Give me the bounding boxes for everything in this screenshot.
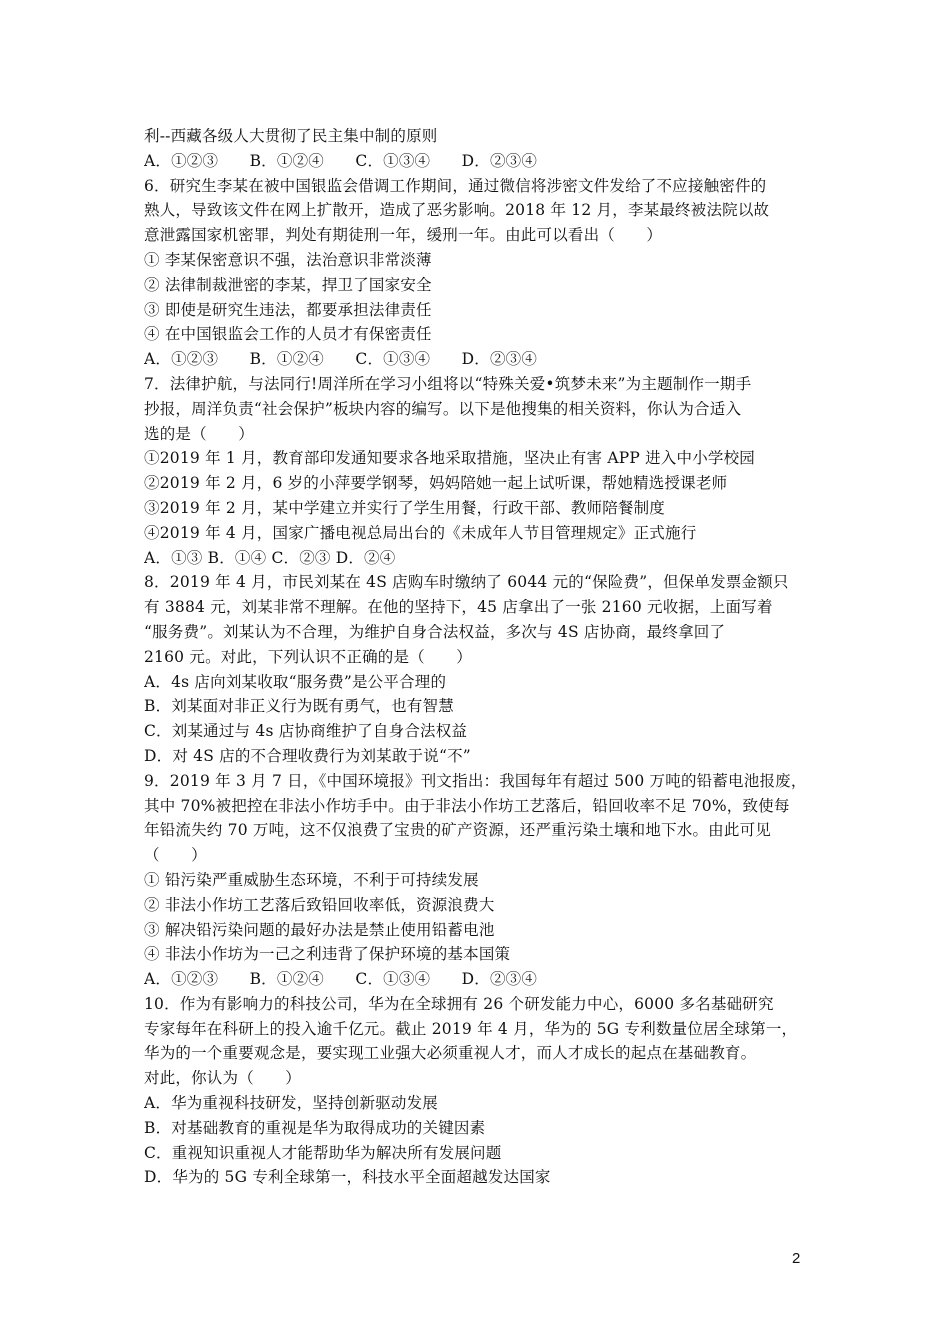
question-9-stem: （ ）: [144, 846, 207, 865]
question-9-stem: 9．2019 年 3 月 7 日，《中国环境报》刊文指出：我国每年有超过 500 万吨的铅蓄电池报废，: [144, 771, 807, 790]
question-7-statement: ④2019 年 4 月，国家广播电视总局出台的《未成年人节目管理规定》正式施行: [144, 523, 697, 542]
question-6-stem: 意泄露国家机密罪，判处有期徒刑一年，缓刑一年。由此可以看出（ ）: [144, 226, 663, 245]
question-10-option-d: D．华为的 5G 专利全球第一，科技水平全面超越发达国家: [144, 1168, 551, 1187]
question-7-statement: ①2019 年 1 月，教育部印发通知要求各地采取措施，坚决止有害 APP 进入中小学校园: [144, 449, 755, 468]
question-6-statement: ② 法律制裁泄密的李某，捍卫了国家安全: [144, 275, 432, 294]
question-9-statement: ② 非法小作坊工艺落后致铅回收率低，资源浪费大: [144, 895, 495, 914]
question-9-statement: ③ 解决铅污染问题的最好办法是禁止使用铅蓄电池: [144, 920, 495, 939]
question-8-option-b: B．刘某面对非正义行为既有勇气，也有智慧: [144, 697, 454, 716]
question-9-stem: 其中 70%被把控在非法小作坊手中。由于非法小作坊工艺落后，铅回收率不足 70%，致使每: [144, 796, 790, 815]
page-number: 2: [792, 1250, 801, 1267]
answer-options-line: A．①②③ B．①②④ C．①③④ D．②③④: [144, 151, 538, 170]
question-8-stem: 2160 元。对此，下列认识不正确的是（ ）: [144, 647, 472, 666]
text-line: 利--西藏各级人大贯彻了民主集中制的原则: [144, 127, 438, 145]
question-10-option-c: C．重视知识重视人才能帮助华为解决所有发展问题: [144, 1143, 502, 1162]
question-6-statement: ③ 即使是研究生违法，都要承担法律责任: [144, 300, 432, 319]
question-10-stem: 10．作为有影响力的科技公司，华为在全球拥有 26 个研发能力中心，6000 多名基础研究: [144, 994, 774, 1013]
question-10-option-a: A．华为重视科技研发，坚持创新驱动发展: [144, 1094, 438, 1113]
question-7-stem: 抄报，周洋负责“社会保护”板块内容的编写。以下是他搜集的相关资料，你认为合适入: [144, 399, 742, 418]
question-8-stem: 有 3884 元，刘某非常不理解。在他的坚持下，45 店拿出了一张 2160 元收据，上面写着: [144, 598, 773, 617]
question-10-stem: 华为的一个重要观念是，要实现工业强大必须重视人才，而人才成长的起点在基础教育。: [144, 1044, 757, 1063]
question-9-statement: ① 铅污染严重威胁生态环境，不利于可持续发展: [144, 870, 479, 889]
question-6-stem: 熟人，导致该文件在网上扩散开，造成了恶劣影响。2018 年 12 月，李某最终被法院以故: [144, 201, 770, 220]
question-8-stem: 8．2019 年 4 月，市民刘某在 4S 店购车时缴纳了 6044 元的“保险费”，但保单发票金额只: [144, 573, 789, 592]
question-8-option-c: C．刘某通过与 4s 店协商维护了自身合法权益: [144, 722, 468, 741]
page-content: [144, 124, 814, 1190]
question-6-options: A．①②③ B．①②④ C．①③④ D．②③④: [144, 350, 538, 369]
question-6-stem: 6．研究生李某在被中国银监会借调工作期间，通过微信将涉密文件发给了不应接触密件的: [144, 176, 767, 195]
question-9-statement: ④ 非法小作坊为一己之利违背了保护环境的基本国策: [144, 945, 511, 964]
question-7-options: A．①③ B．①④ C．②③ D．②④: [144, 548, 396, 567]
question-7-statement: ③2019 年 2 月，某中学建立并实行了学生用餐，行政干部、教师陪餐制度: [144, 498, 665, 517]
question-6-statement: ④ 在中国银监会工作的人员才有保密责任: [144, 325, 432, 344]
question-10-option-b: B．对基础教育的重视是华为取得成功的关键因素: [144, 1118, 486, 1137]
question-7-stem: 7．法律护航，与法同行!周洋所在学习小组将以“特殊关爱•筑梦未来”为主题制作一期手: [144, 374, 752, 393]
question-10-stem: 对此，你认为（ ）: [144, 1069, 302, 1088]
question-7-statement: ②2019 年 2 月，6 岁的小萍要学钢琴，妈妈陪她一起上试听课，帮她精选授课老师: [144, 474, 728, 493]
question-8-option-a: A．4s 店向刘某收取“服务费”是公平合理的: [144, 672, 447, 691]
question-10-stem: 专家每年在科研上的投入逾千亿元。截止 2019 年 4 月，华为的 5G 专利数量位居全球第一，: [144, 1019, 798, 1038]
question-9-options: A．①②③ B．①②④ C．①③④ D．②③④: [144, 970, 538, 989]
question-8-option-d: D．对 4S 店的不合理收费行为刘某敢于说“不”: [144, 746, 471, 765]
question-6-statement: ① 李某保密意识不强，法治意识非常淡薄: [144, 250, 432, 269]
question-9-stem: 年铅流失约 70 万吨，这不仅浪费了宝贵的矿产资源，还严重污染土壤和地下水。由此可见: [144, 821, 771, 840]
question-7-stem: 选的是（ ）: [144, 424, 254, 443]
question-8-stem: “服务费”。刘某认为不合理，为维护自身合法权益，多次与 4S 店协商，最终拿回了: [144, 622, 726, 641]
